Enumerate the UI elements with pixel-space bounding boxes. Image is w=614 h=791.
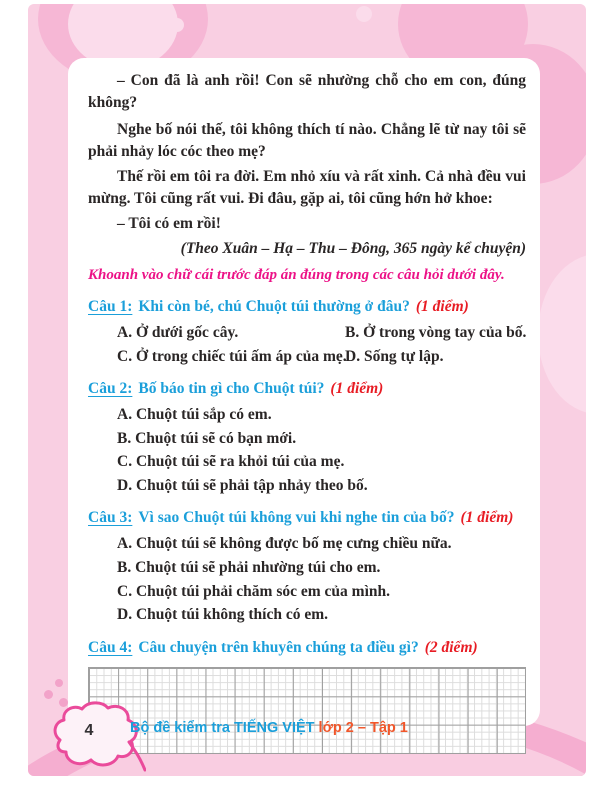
option-item: C. Ở trong chiếc túi ấm áp của mẹ. [117, 347, 347, 365]
question-text: Khi còn bé, chú Chuột túi thường ở đâu? [138, 298, 410, 315]
story-paragraph: Thế rồi em tôi ra đời. Em nhỏ xíu và rất xinh. Cả nhà đều vui mừng. Tôi cũng rất vui. Đi đâu, gặp ai, tôi cũng hớn hở khoe: [88, 168, 526, 207]
story-paragraph: – Con đã là anh rồi! Con sẽ nhường chỗ cho em con, đúng không? [88, 72, 526, 111]
question-heading [88, 506, 526, 529]
question-block-3 [88, 506, 526, 626]
option-item: A. Ở dưới gốc cây. [117, 324, 239, 341]
writing-grid [88, 667, 526, 754]
question-points: (1 điểm) [330, 380, 384, 397]
question-text: Vì sao Chuột túi không vui khi nghe tin của bố? [138, 509, 455, 527]
option-item: D. Chuột túi sẽ phải tập nhảy theo bố. [117, 476, 368, 494]
question-block-1 [88, 295, 526, 368]
decor-dot-top [170, 18, 184, 32]
question-points: (2 điểm) [424, 638, 478, 656]
footer-volume: lớp 2 – Tập 1 [318, 720, 408, 736]
question-text: Câu chuyện trên khuyên chúng ta điều gì? [138, 638, 419, 656]
question-heading [88, 636, 526, 659]
question-options [88, 403, 526, 497]
decor-dot-top-right [356, 6, 372, 22]
instruction-line: Khoanh vào chữ cái trước đáp án đúng trong các câu hỏi dưới đây. [88, 267, 505, 283]
option-item: C. Chuột túi sẽ ra khỏi túi của mẹ. [117, 453, 345, 471]
story-attribution: (Theo Xuân – Hạ – Thu – Đông, 365 ngày kể chuyện) [180, 240, 526, 257]
question-options [88, 321, 526, 368]
page-number: 4 [84, 722, 94, 739]
option-item: B. Ở trong vòng tay của bố. [345, 324, 527, 341]
footer-series: Bộ đề kiểm tra TIẾNG VIỆT [130, 720, 315, 736]
story-dialogue-line: – Tôi có em rồi! [117, 215, 221, 232]
question-label: Câu 1: [88, 298, 133, 315]
option-item: B. Chuột túi sẽ có bạn mới. [117, 429, 297, 447]
question-points: (1 điểm) [415, 298, 469, 315]
decor-dot-cluster [55, 679, 63, 687]
question-label: Câu 4: [88, 638, 133, 656]
footer-title [130, 717, 408, 739]
decor-dot-cluster [44, 690, 53, 699]
question-text: Bố báo tin gì cho Chuột túi? [138, 380, 325, 397]
question-block-2 [88, 377, 526, 497]
question-heading [88, 377, 526, 400]
option-item: D. Sống tự lập. [345, 347, 444, 365]
option-item: B. Chuột túi sẽ phải nhường túi cho em. [117, 558, 381, 576]
worksheet-content [88, 70, 526, 754]
story-paragraph: Nghe bố nói thế, tôi không thích tí nào. Chẳng lẽ từ nay tôi sẽ phải nhảy lóc cóc theo mẹ? [88, 121, 526, 160]
question-options [88, 532, 526, 626]
option-item: A. Chuột túi sắp có em. [117, 406, 272, 423]
question-label: Câu 3: [88, 509, 133, 527]
option-item: A. Chuột túi sẽ không được bố mẹ cưng chiều nữa. [117, 535, 452, 553]
question-points: (1 điểm) [460, 509, 514, 527]
question-heading [88, 295, 526, 318]
option-item: C. Chuột túi phải chăm sóc em của mình. [117, 582, 390, 600]
decor-blob-right-mid [538, 254, 586, 414]
question-label: Câu 2: [88, 380, 133, 397]
decor-dot-right [550, 164, 562, 176]
option-item: D. Chuột túi không thích có em. [117, 606, 328, 624]
